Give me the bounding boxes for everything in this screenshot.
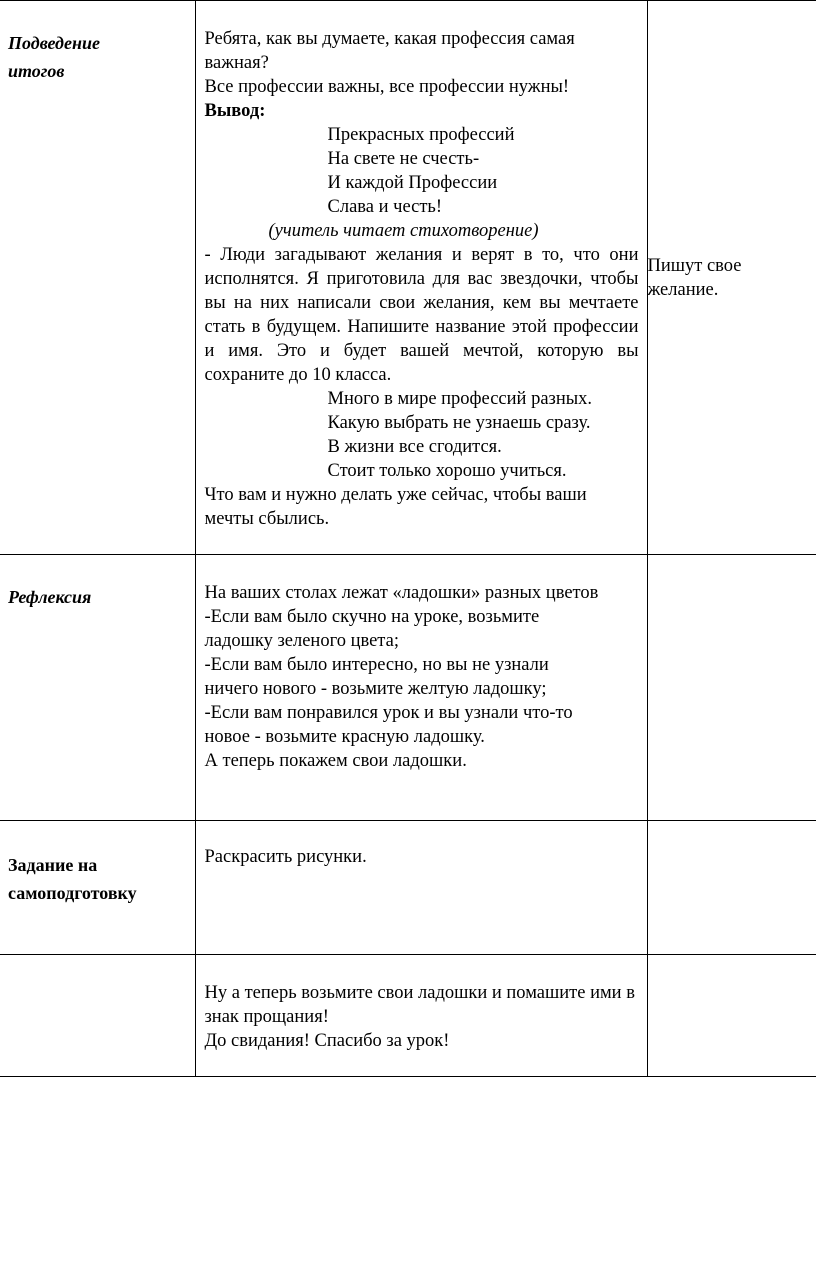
reflection-line: А теперь покажем свои ладошки. bbox=[204, 751, 467, 771]
poem-line: Стоит только хорошо учиться. bbox=[327, 461, 567, 481]
reflection-line: -Если вам понравился урок и вы узнали что-то новое - возьмите красную ладошку. bbox=[204, 703, 573, 747]
teacher-activity-cell bbox=[195, 555, 647, 821]
stage-title: Задание на самоподготовку bbox=[8, 855, 137, 903]
student-activity-cell bbox=[647, 955, 816, 1077]
stage-cell bbox=[0, 821, 195, 955]
poem-line: Слава и честь! bbox=[327, 197, 443, 217]
teacher-note: (учитель читает стихотворение) bbox=[268, 221, 539, 241]
table-row-homework bbox=[0, 821, 816, 955]
poem-line: Какую выбрать не узнаешь сразу. bbox=[327, 413, 591, 433]
teacher-activity-cell bbox=[195, 1, 647, 555]
farewell-line: До свидания! Спасибо за урок! bbox=[204, 1031, 450, 1051]
reflection-line: -Если вам было скучно на уроке, возьмите ладошку зеленого цвета; bbox=[204, 607, 540, 651]
stage-title: Рефлексия bbox=[8, 587, 92, 607]
farewell-line: Ну а теперь возьмите свои ладошки и помашите ими в знак прощания! bbox=[204, 983, 635, 1027]
student-activity-text: Пишут свое желание. bbox=[647, 255, 742, 300]
table-row-farewell bbox=[0, 955, 816, 1077]
conclusion-label: Вывод: bbox=[204, 101, 266, 121]
poem-line: Много в мире профессий разных. bbox=[327, 389, 593, 409]
student-activity-cell bbox=[647, 555, 816, 821]
poem-line: Прекрасных профессий bbox=[327, 125, 515, 145]
closing-text: Что вам и нужно делать уже сейчас, чтобы ваши мечты сбылись. bbox=[204, 485, 587, 529]
wishes-paragraph: - Люди загадывают желания и верят в то, что они исполнятся. Я приготовила для вас звездочки, чтобы вы на них написали свои желания, кем вы мечтаете стать в будущем. Напишите название этой профессии и имя. Это и будет вашей мечтой, которую вы сохраните до 10 класса. bbox=[204, 245, 639, 385]
question-text: Ребята, как вы думаете, какая профессия самая важная? bbox=[204, 29, 575, 73]
poem-line: На свете не счесть- bbox=[327, 149, 480, 169]
teacher-activity-cell bbox=[195, 955, 647, 1077]
stage-title: Подведение итогов bbox=[8, 33, 100, 81]
teacher-activity-cell bbox=[195, 821, 647, 955]
stage-cell bbox=[0, 1, 195, 555]
homework-text: Раскрасить рисунки. bbox=[204, 847, 367, 867]
stage-title bbox=[0, 955, 195, 983]
poem-line: И каждой Профессии bbox=[327, 173, 498, 193]
reflection-line: -Если вам было интересно, но вы не узнали ничего нового - возьмите желтую ладошку; bbox=[204, 655, 549, 699]
reflection-line: На ваших столах лежат «ладошки» разных цветов bbox=[204, 583, 599, 603]
statement-text: Все профессии важны, все профессии нужны! bbox=[204, 77, 570, 97]
poem-line: В жизни все сгодится. bbox=[327, 437, 502, 457]
student-activity-cell bbox=[647, 1, 816, 555]
stage-cell bbox=[0, 555, 195, 821]
stage-cell bbox=[0, 955, 195, 1077]
table-row-reflection bbox=[0, 555, 816, 821]
table-row-summary bbox=[0, 1, 816, 555]
student-activity-cell bbox=[647, 821, 816, 955]
